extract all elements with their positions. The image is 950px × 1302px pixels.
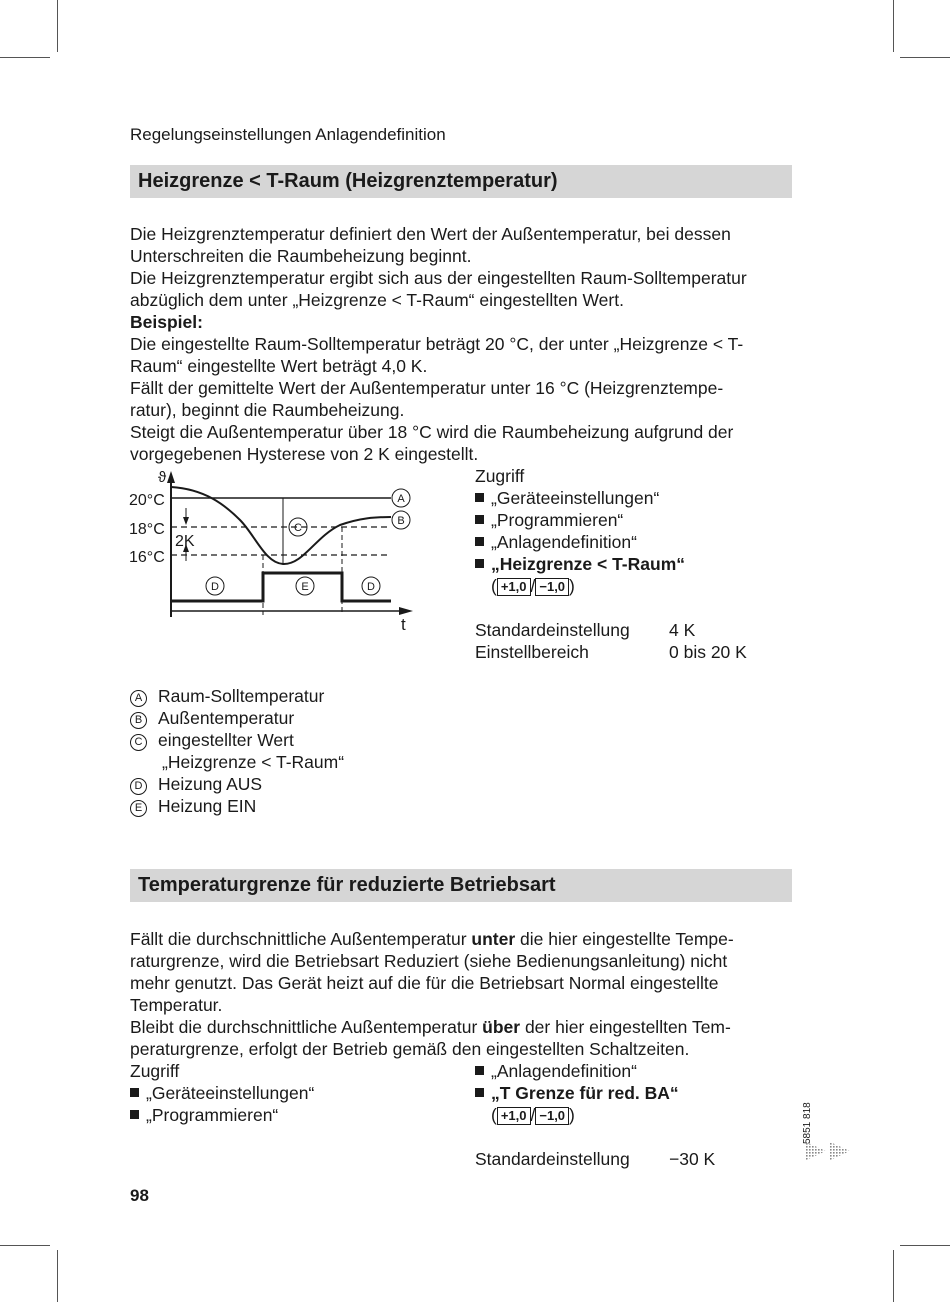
key-plus-icon: +1,0 — [497, 578, 531, 596]
square-bullet-icon — [130, 1088, 139, 1097]
access-label: Zugriff — [475, 466, 525, 486]
square-bullet-icon — [475, 537, 484, 546]
legend-item-continuation — [130, 751, 344, 773]
example-line: Die eingestellte Raum-Solltemperatur beträgt 20 °C, der unter „Heizgrenze < T- — [130, 334, 744, 354]
body-line — [130, 928, 800, 950]
example-line: vorgegebenen Hysterese von 2 K eingestellt. — [130, 444, 479, 464]
text-run: die hier eingestellte Tempe- — [515, 929, 734, 949]
text-run: Fällt die durchschnittliche Außentemperatur — [130, 929, 472, 949]
setting-label: Standardeinstellung — [475, 620, 630, 640]
marker-a: A — [397, 493, 405, 505]
body-line: Temperatur. — [130, 995, 223, 1015]
legend-text: eingestellter Wert — [158, 730, 294, 750]
marker-d: D — [211, 581, 219, 593]
paren: ( — [491, 576, 497, 596]
setting-value: −30 K — [669, 1149, 716, 1169]
menu-path-item — [475, 509, 685, 531]
key-hint — [475, 575, 685, 597]
access-label: Zugriff — [130, 1061, 180, 1081]
menu-item-label: „T Grenze für red. BA“ — [491, 1083, 679, 1103]
temp-label-16: 16°C — [129, 549, 165, 566]
menu-item-label: „Geräteeinstellungen“ — [146, 1083, 315, 1103]
section-title-temperaturgrenze: Temperaturgrenze für reduzierte Betriebsart — [130, 869, 792, 902]
access-path-2-left — [130, 1060, 314, 1126]
legend-item — [130, 795, 344, 817]
body-line: Die Heizgrenztemperatur definiert den Wert der Außentemperatur, bei dessen — [130, 224, 731, 244]
legend-text: Raum-Solltemperatur — [158, 686, 325, 706]
key-hint — [475, 1104, 679, 1126]
crop-mark — [900, 57, 950, 58]
access-path-2-right — [475, 1060, 679, 1126]
key-minus-icon: −1,0 — [535, 1107, 569, 1125]
slash: / — [530, 1105, 536, 1125]
legend-text: Heizung EIN — [158, 796, 257, 816]
y-axis-symbol: ϑ — [158, 469, 167, 486]
crop-mark — [0, 57, 50, 58]
temp-label-18: 18°C — [129, 521, 165, 538]
circled-letter-b: B — [130, 712, 147, 729]
section1-body — [130, 223, 800, 465]
body-line: Die Heizgrenztemperatur ergibt sich aus der eingestellten Raum-Solltemperatur — [130, 268, 747, 288]
square-bullet-icon — [475, 493, 484, 502]
menu-item-label: „Heizgrenze < T-Raum“ — [491, 554, 686, 574]
square-bullet-icon — [475, 559, 484, 568]
paren: ( — [491, 1105, 497, 1125]
settings-table-1 — [475, 619, 747, 663]
marker-b: B — [397, 515, 405, 527]
setting-value: 0 bis 20 K — [669, 642, 747, 662]
menu-path-item-target — [475, 553, 685, 575]
emphasis: unter — [471, 929, 516, 949]
square-bullet-icon — [130, 1110, 139, 1119]
marker-e: E — [301, 581, 309, 593]
circled-letter-a: A — [130, 690, 147, 707]
crop-mark — [0, 1245, 50, 1246]
crop-mark — [900, 1245, 950, 1246]
legend-text: „Heizgrenze < T-Raum“ — [162, 752, 345, 772]
circled-letter-e: E — [130, 800, 147, 817]
menu-item-label: „Geräteeinstellungen“ — [491, 488, 660, 508]
section-title-heizgrenze: Heizgrenze < T-Raum (Heizgrenztemperatur) — [130, 165, 792, 198]
section2-body — [130, 928, 800, 1060]
text-run: Bleibt die durchschnittliche Außentemperatur — [130, 1017, 483, 1037]
page-number: 98 — [130, 1186, 149, 1205]
body-line: Unterschreiten die Raumbeheizung beginnt. — [130, 246, 472, 266]
temp-label-20: 20°C — [129, 492, 165, 509]
example-line: ratur), beginnt die Raumbeheizung. — [130, 400, 405, 420]
menu-path-item — [475, 1060, 679, 1082]
paren: ) — [569, 576, 575, 596]
setting-label: Einstellbereich — [475, 642, 589, 662]
running-head: Regelungseinstellungen Anlagendefinition — [130, 125, 446, 144]
marker-d: D — [367, 581, 375, 593]
body-line: raturgrenze, wird die Betriebsart Reduziert (siehe Bedienungsanleitung) nicht — [130, 951, 728, 971]
setting-row — [475, 1148, 715, 1170]
example-line: Fällt der gemittelte Wert der Außentemperatur unter 16 °C (Heizgrenztempe- — [130, 378, 724, 398]
key-plus-icon: +1,0 — [497, 1107, 531, 1125]
hysteresis-label: 2K — [175, 533, 195, 550]
marker-c: C — [294, 522, 302, 534]
setting-row — [475, 641, 747, 663]
crop-mark — [893, 1250, 894, 1302]
crop-mark — [893, 0, 894, 52]
square-bullet-icon — [475, 1066, 484, 1075]
menu-path-item — [130, 1082, 314, 1104]
legend-item — [130, 773, 344, 795]
square-bullet-icon — [475, 1088, 484, 1097]
circled-letter-c: C — [130, 734, 147, 751]
access-path-1 — [475, 465, 685, 597]
menu-path-item-target — [475, 1082, 679, 1104]
paren: ) — [569, 1105, 575, 1125]
slash: / — [530, 576, 536, 596]
body-line: peraturgrenze, erfolgt der Betrieb gemäß den eingestellten Schaltzeiten. — [130, 1039, 690, 1059]
body-line — [130, 1016, 800, 1038]
heizgrenze-diagram — [125, 465, 425, 635]
menu-path-item — [475, 531, 685, 553]
key-minus-icon: −1,0 — [535, 578, 569, 596]
legend-text: Außentemperatur — [158, 708, 295, 728]
setting-row — [475, 619, 747, 641]
square-bullet-icon — [475, 515, 484, 524]
body-line: mehr genutzt. Das Gerät heizt auf die für die Betriebsart Normal eingestellte — [130, 973, 719, 993]
circled-letter-d: D — [130, 778, 147, 795]
menu-path-item — [130, 1104, 314, 1126]
legend-item — [130, 729, 344, 751]
x-axis-symbol: t — [401, 615, 406, 634]
document-code: 5851 818 — [802, 1102, 813, 1144]
double-arrow-right-icon — [806, 1140, 852, 1162]
menu-item-label: „Programmieren“ — [146, 1105, 279, 1125]
body-line: abzüglich dem unter „Heizgrenze < T-Raum“ eingestellten Wert. — [130, 290, 624, 310]
menu-item-label: „Anlagendefinition“ — [491, 1061, 637, 1081]
menu-item-label: „Anlagendefinition“ — [491, 532, 637, 552]
legend-item — [130, 685, 344, 707]
menu-item-label: „Programmieren“ — [491, 510, 624, 530]
legend-text: Heizung AUS — [158, 774, 263, 794]
example-label: Beispiel: — [130, 312, 203, 332]
setting-value: 4 K — [669, 620, 696, 640]
settings-table-2 — [475, 1148, 715, 1170]
crop-mark — [57, 1250, 58, 1302]
menu-path-item — [475, 487, 685, 509]
example-line: Steigt die Außentemperatur über 18 °C wird die Raumbeheizung aufgrund der — [130, 422, 734, 442]
crop-mark — [57, 0, 58, 52]
setting-label: Standardeinstellung — [475, 1149, 630, 1169]
example-line: Raum“ eingestellte Wert beträgt 4,0 K. — [130, 356, 428, 376]
diagram-legend — [130, 685, 344, 817]
text-run: der hier eingestellten Tem- — [520, 1017, 731, 1037]
emphasis: über — [482, 1017, 521, 1037]
legend-item — [130, 707, 344, 729]
